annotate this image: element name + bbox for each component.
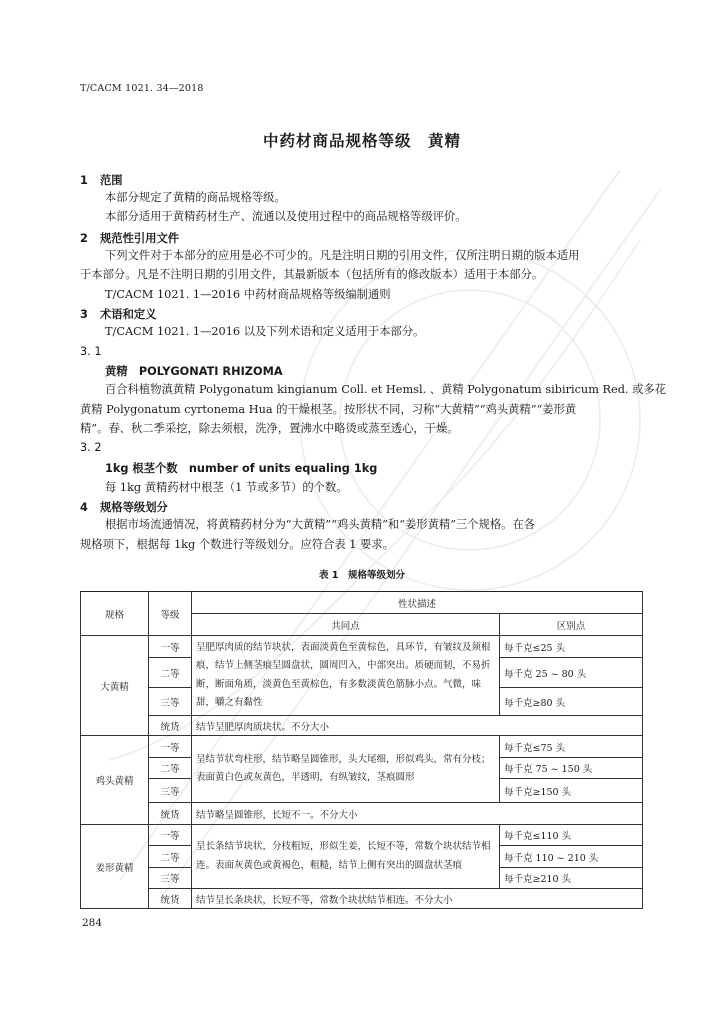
header-common: 共同点 xyxy=(192,614,500,636)
section-2-paragraph-line-1: 下列文件对于本部分的应用是必不可少的。凡是注明日期的引用文件，仅所注明日期的版本适用 xyxy=(105,249,580,262)
tonghuo-description: 结节略呈圆锥形，长短不一。不分大小 xyxy=(192,803,643,825)
diff-cell: 每千克≥80 头 xyxy=(500,688,643,716)
section-4-heading: 4 规格等级划分 xyxy=(80,501,168,514)
header-grade: 等级 xyxy=(149,592,192,636)
header-description: 性状描述 xyxy=(192,592,643,614)
definition-3-1-number: 3. 1 xyxy=(80,345,102,358)
grade-cell: 二等 xyxy=(149,658,192,688)
grade-cell: 三等 xyxy=(149,868,192,889)
section-2-reference: T/CACM 1021. 1—2016 中药材商品规格等级编制通则 xyxy=(105,288,391,301)
section-1-paragraph-2: 本部分适用于黄精药材生产、流通以及使用过程中的商品规格等级评价。 xyxy=(105,210,467,223)
table-caption: 表 1 规格等级划分 xyxy=(319,570,405,581)
definition-3-2-term: 1kg 根茎个数 number of units equaling 1kg xyxy=(105,462,378,475)
common-description: 呈肥厚肉质的结节块状，表面淡黄色至黄棕色，具环节，有皱纹及须根痕，结节上侧茎痕呈圆盘状，圆周凹入，中部突出。质硬而韧，不易折断，断面角质，淡黄色至黄棕色，有多数淡黄色筋脉小点。气微，味甜，嚼之有黏性 xyxy=(192,636,500,716)
diff-cell: 每千克 25 ~ 80 头 xyxy=(500,658,643,688)
diff-cell: 每千克≤75 头 xyxy=(500,736,643,758)
grade-cell: 一等 xyxy=(149,825,192,846)
table-row xyxy=(81,716,643,736)
table-row xyxy=(81,636,643,658)
table-row xyxy=(81,889,643,909)
table-row xyxy=(81,803,643,825)
common-description: 呈长条结节块状，分枝粗短，形似生姜，长短不等，常数个块状结节相连。表面灰黄色或黄褐色，粗糙，结节上侧有突出的圆盘状茎痕 xyxy=(192,825,500,889)
spec-cell: 姜形黄精 xyxy=(81,825,149,909)
table-row xyxy=(81,736,643,758)
grade-cell: 二等 xyxy=(149,846,192,868)
diff-cell: 每千克 110 ~ 210 头 xyxy=(500,846,643,868)
definition-3-1-line-1: 百合科植物滇黄精 Polygonatum kingianum Coll. et Hemsl. 、黄精 Polygonatum sibiricum Red. 或多花 xyxy=(105,383,667,396)
grade-cell: 一等 xyxy=(149,636,192,658)
diff-cell: 每千克≥210 头 xyxy=(500,868,643,889)
section-3-heading: 3 术语和定义 xyxy=(80,308,157,321)
grade-cell: 统货 xyxy=(149,803,192,825)
section-1-heading: 1 范围 xyxy=(80,174,123,187)
section-3-paragraph: T/CACM 1021. 1—2016 以及下列术语和定义适用于本部分。 xyxy=(105,325,425,338)
diff-cell: 每千克≤25 头 xyxy=(500,636,643,658)
definition-3-2-number: 3. 2 xyxy=(80,441,102,454)
section-4-paragraph-line-2: 规格项下，根据每 1kg 个数进行等级划分。应符合表 1 要求。 xyxy=(80,538,394,551)
common-description: 呈结节状弯柱形，结节略呈圆锥形，头大尾细，形似鸡头，常有分枝；表面黄白色或灰黄色，半透明，有纵皱纹，茎痕圆形 xyxy=(192,736,500,803)
document-id: T/CACM 1021. 34—2018 xyxy=(80,83,204,94)
grade-cell: 一等 xyxy=(149,736,192,758)
definition-3-1-term: 黄精 POLYGONATI RHIZOMA xyxy=(105,365,283,378)
page-number: 284 xyxy=(82,917,103,929)
tonghuo-description: 结节呈肥厚肉质块状。不分大小 xyxy=(192,716,643,736)
section-1-paragraph-1: 本部分规定了黄精的商品规格等级。 xyxy=(105,191,286,204)
spec-cell: 鸡头黄精 xyxy=(81,736,149,825)
page-title: 中药材商品规格等级 黄精 xyxy=(262,132,461,150)
spec-cell: 大黄精 xyxy=(81,636,149,736)
table-row xyxy=(81,825,643,846)
definition-3-1-line-2: 黄精 Polygonatum cyrtonema Hua 的干燥根茎。按形状不同，习称“大黄精”“鸡头黄精”“姜形黄 xyxy=(80,403,577,416)
grade-table xyxy=(80,591,643,909)
section-2-paragraph-line-2: 于本部分。凡是不注明日期的引用文件，其最新版本（包括所有的修改版本）适用于本部分。 xyxy=(80,268,544,281)
grade-cell: 三等 xyxy=(149,688,192,716)
diff-cell: 每千克 75 ~ 150 头 xyxy=(500,758,643,779)
definition-3-1-line-3: 精”。春、秋二季采挖，除去须根，洗净，置沸水中略烫或蒸至透心，干燥。 xyxy=(80,422,459,435)
section-2-heading: 2 规范性引用文件 xyxy=(80,232,180,245)
header-diff: 区别点 xyxy=(500,614,643,636)
diff-cell: 每千克≤110 头 xyxy=(500,825,643,846)
grade-cell: 三等 xyxy=(149,779,192,803)
grade-cell: 统货 xyxy=(149,889,192,909)
tonghuo-description: 结节呈长条块状，长短不等，常数个块状结节相连。不分大小 xyxy=(192,889,643,909)
section-4-paragraph-line-1: 根据市场流通情况，将黄精药材分为“大黄精”“鸡头黄精”和“姜形黄精”三个规格。在各 xyxy=(105,518,536,531)
header-spec: 规格 xyxy=(81,592,149,636)
grade-cell: 统货 xyxy=(149,716,192,736)
grade-cell: 二等 xyxy=(149,758,192,779)
definition-3-2-text: 每 1kg 黄精药材中根茎（1 节或多节）的个数。 xyxy=(105,481,348,494)
diff-cell: 每千克≥150 头 xyxy=(500,779,643,803)
